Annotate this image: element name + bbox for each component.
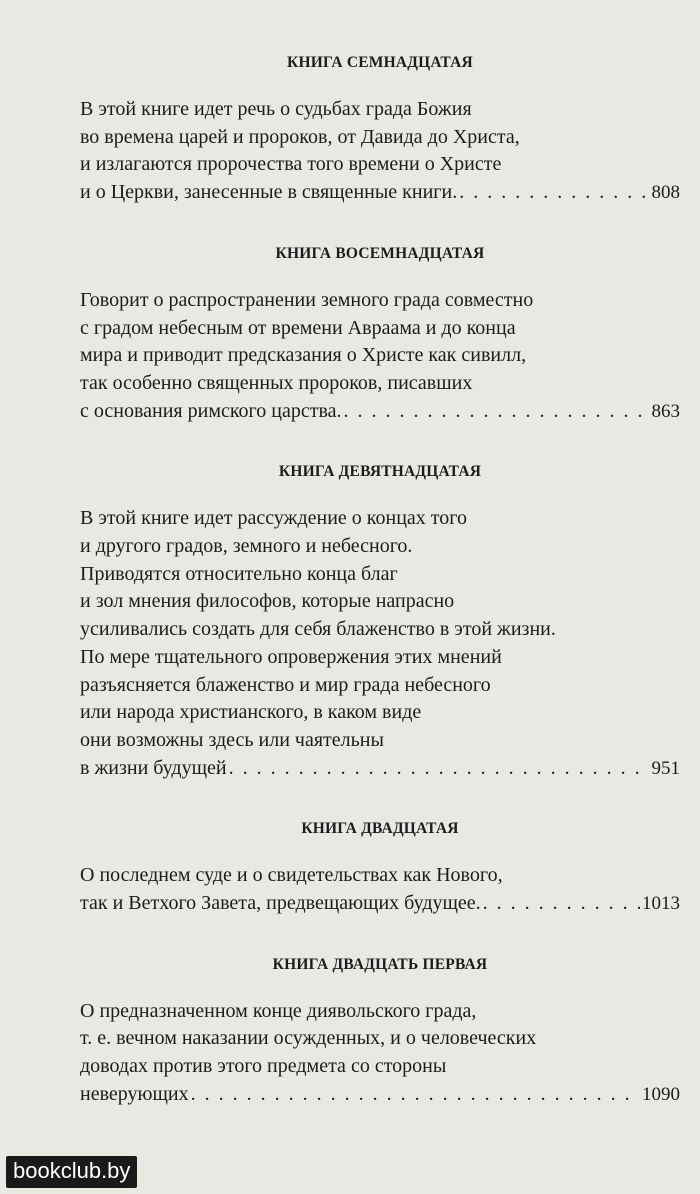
text-line: усиливались создать для себя блаженство в этой жизни.: [80, 618, 556, 641]
watermark-label: bookclub.by: [6, 1156, 137, 1188]
leader-dots: [344, 398, 650, 426]
toc-section: [80, 818, 680, 917]
text-line: О последнем суде и о свидетельствах как Нового,: [80, 864, 503, 887]
section-heading: КНИГА СЕМНАДЦАТАЯ: [287, 54, 473, 71]
toc-entry-line: [80, 179, 680, 207]
page-number: 863: [651, 400, 680, 422]
text-line: По мере тщательного опровержения этих мнений: [80, 645, 502, 668]
text-line: В этой книге идет рассуждение о концах того: [80, 507, 467, 530]
leader-dots: [483, 890, 640, 918]
text-line: так и Ветхого Завета, предвещающих будущее.: [80, 892, 481, 915]
toc-entry-line: [80, 755, 680, 783]
text-line: и излагаются пророчества того времени о Христе: [80, 153, 502, 176]
text-line: доводах против этого предмета со стороны: [80, 1055, 447, 1078]
toc-section: [80, 461, 680, 782]
page-number: 1090: [642, 1083, 680, 1105]
toc-section: [80, 52, 680, 207]
toc-section: [80, 243, 680, 426]
toc-page: [80, 52, 680, 1145]
toc-section: [80, 954, 680, 1109]
section-heading: КНИГА ДВАДЦАТАЯ: [301, 820, 459, 838]
text-line: и о Церкви, занесенные в священные книги.: [80, 181, 458, 204]
page-number: 808: [651, 182, 680, 204]
text-line: с градом небесным от времени Авраама и до конца: [80, 316, 516, 339]
text-line: в жизни будущей: [80, 756, 227, 779]
text-line: Говорит о распространении земного града совместно: [80, 288, 534, 311]
text-line: и другого градов, земного и небесного.: [80, 535, 413, 558]
section-heading: КНИГА ДВАДЦАТЬ ПЕРВАЯ: [272, 955, 488, 973]
toc-entry-line: [80, 890, 680, 918]
text-line: так особенно священных пророков, писавших: [80, 371, 473, 394]
leader-dots: [229, 755, 650, 783]
text-line: В этой книге идет речь о судьбах града Божия: [80, 98, 472, 120]
text-line: разъясняется блаженство и мир града небесного: [80, 673, 491, 696]
text-line: и зол мнения философов, которые напрасно: [80, 590, 455, 613]
text-line: неверующих: [80, 1082, 189, 1105]
text-line: мира и приводит предсказания о Христе как сивилл,: [80, 344, 527, 367]
leader-dots: [191, 1081, 640, 1109]
leader-dots: [459, 179, 649, 207]
toc-entry-line: [80, 398, 680, 426]
text-line: с основания римского царства.: [80, 399, 342, 422]
text-line: Приводятся относительно конца благ: [80, 562, 398, 585]
text-line: они возможны здесь или чаятельны: [80, 728, 384, 751]
page-number: 1013: [642, 893, 680, 915]
text-line: О предназначенном конце диявольского града,: [80, 999, 477, 1022]
section-heading: КНИГА ДЕВЯТНАДЦАТАЯ: [278, 463, 482, 481]
text-line: или народа христианского, в каком виде: [80, 701, 422, 724]
text-line: т. е. вечном наказании осужденных, и о человеческих: [80, 1027, 537, 1050]
section-heading: КНИГА ВОСЕМНАДЦАТАЯ: [275, 244, 485, 262]
page-number: 951: [651, 757, 680, 779]
toc-entry-line: [80, 1081, 680, 1109]
text-line: во времена царей и пророков, от Давида до Христа,: [80, 125, 520, 148]
